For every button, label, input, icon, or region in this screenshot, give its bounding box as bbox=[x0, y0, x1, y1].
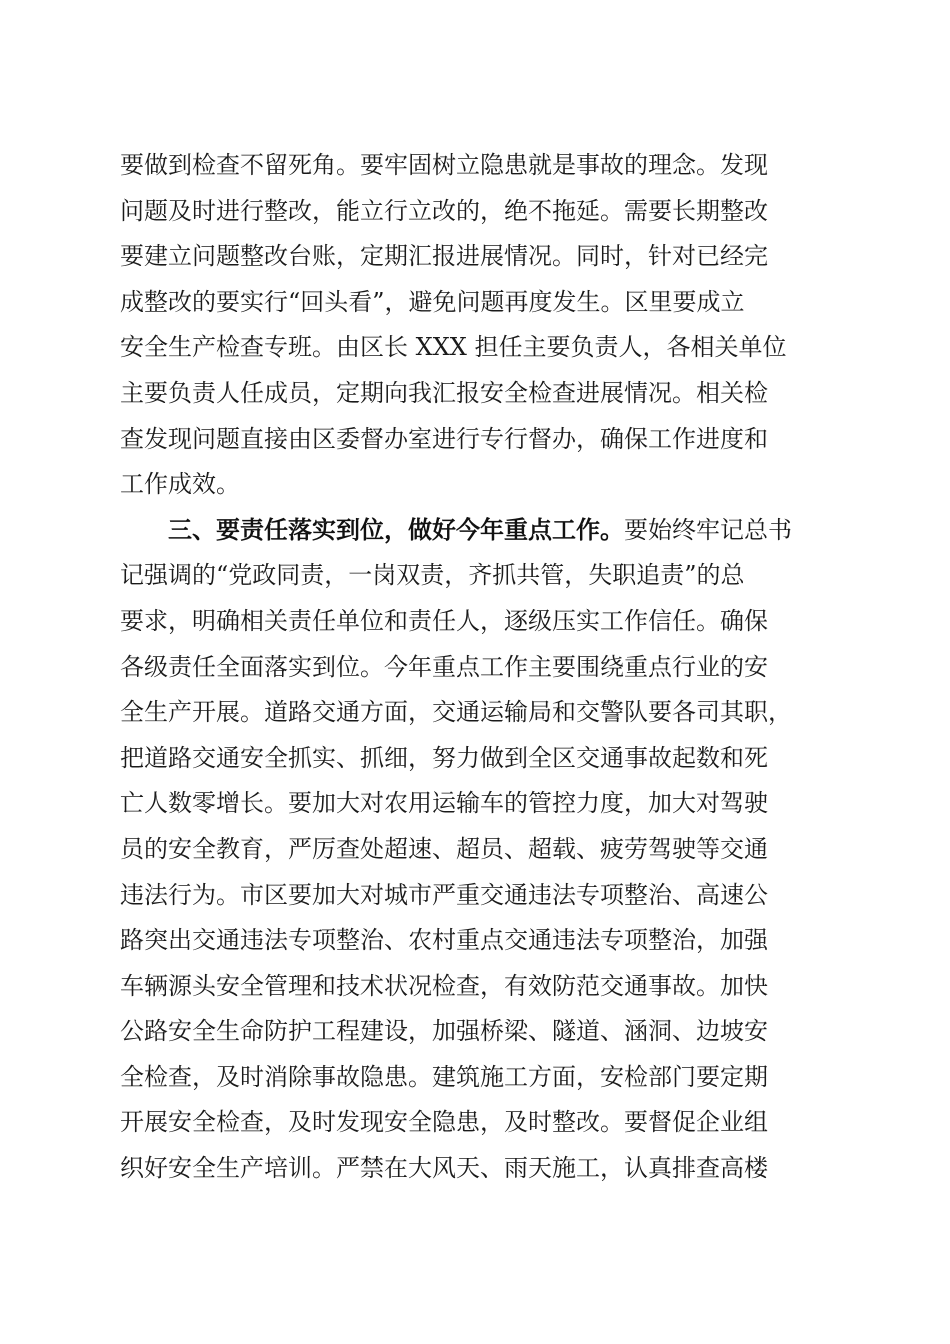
paragraph-line: 路突出交通违法专项整治、农村重点交通违法专项整治，加强 bbox=[120, 926, 768, 955]
paragraph-line: 查发现问题直接由区委督办室进行专行督办，确保工作进度和 bbox=[120, 424, 768, 453]
paragraph-line: 要求，明确相关责任单位和责任人，逐级压实工作信任。确保 bbox=[120, 606, 768, 635]
paragraph-line: 问题及时进行整改，能立行立改的，绝不拖延。需要长期整改 bbox=[120, 196, 768, 225]
paragraph-line: 记强调的“党政同责，一岗双责，齐抓共管，失职追责”的总 bbox=[120, 561, 745, 590]
section-3-heading: 三、要责任落实到位，做好今年重点工作。 bbox=[168, 515, 624, 544]
section-3-first-line-text: 要始终牢记总书 bbox=[624, 515, 792, 544]
paragraph-line: 织好安全生产培训。严禁在大风天、雨天施工，认真排查高楼 bbox=[120, 1154, 768, 1183]
paragraph-line: 要做到检查不留死角。要牢固树立隐患就是事故的理念。发现 bbox=[120, 151, 768, 179]
paragraph-line: 亡人数零增长。要加大对农用运输车的管控力度，加大对驾驶 bbox=[120, 789, 768, 818]
paragraph-line: 要建立问题整改台账，定期汇报进展情况。同时，针对已经完 bbox=[120, 242, 768, 271]
section-3-first-line bbox=[120, 508, 840, 554]
paragraph-line: 主要负责人任成员，定期向我汇报安全检查进展情况。相关检 bbox=[120, 378, 768, 407]
paragraph-line: 成整改的要实行“回头看”，避免问题再度发生。区里要成立 bbox=[120, 287, 745, 316]
paragraph-line: 工作成效。 bbox=[120, 470, 240, 499]
paragraph-line: 全检查，及时消除事故隐患。建筑施工方面，安检部门要定期 bbox=[120, 1062, 768, 1091]
paragraph-line: 各级责任全面落实到位。今年重点工作主要围绕重点行业的安 bbox=[120, 652, 768, 681]
paragraph-line: 车辆源头安全管理和技术状况检查，有效防范交通事故。加快 bbox=[120, 971, 768, 1000]
paragraph-line: 安全生产检查专班。由区长 XXX 担任主要负责人，各相关单位 bbox=[120, 333, 787, 362]
paragraph-line: 违法行为。市区要加大对城市严重交通违法专项整治、高速公 bbox=[120, 880, 768, 909]
paragraph-line: 开展安全检查，及时发现安全隐患，及时整改。要督促企业组 bbox=[120, 1108, 768, 1137]
document-body bbox=[120, 143, 840, 1192]
paragraph-line: 把道路交通安全抓实、抓细，努力做到全区交通事故起数和死 bbox=[120, 743, 768, 772]
paragraph-line: 全生产开展。道路交通方面，交通运输局和交警队要各司其职， bbox=[120, 698, 792, 727]
paragraph-line: 公路安全生命防护工程建设，加强桥梁、隧道、涵洞、边坡安 bbox=[120, 1017, 768, 1046]
paragraph-line: 员的安全教育，严厉查处超速、超员、超载、疲劳驾驶等交通 bbox=[120, 834, 768, 863]
